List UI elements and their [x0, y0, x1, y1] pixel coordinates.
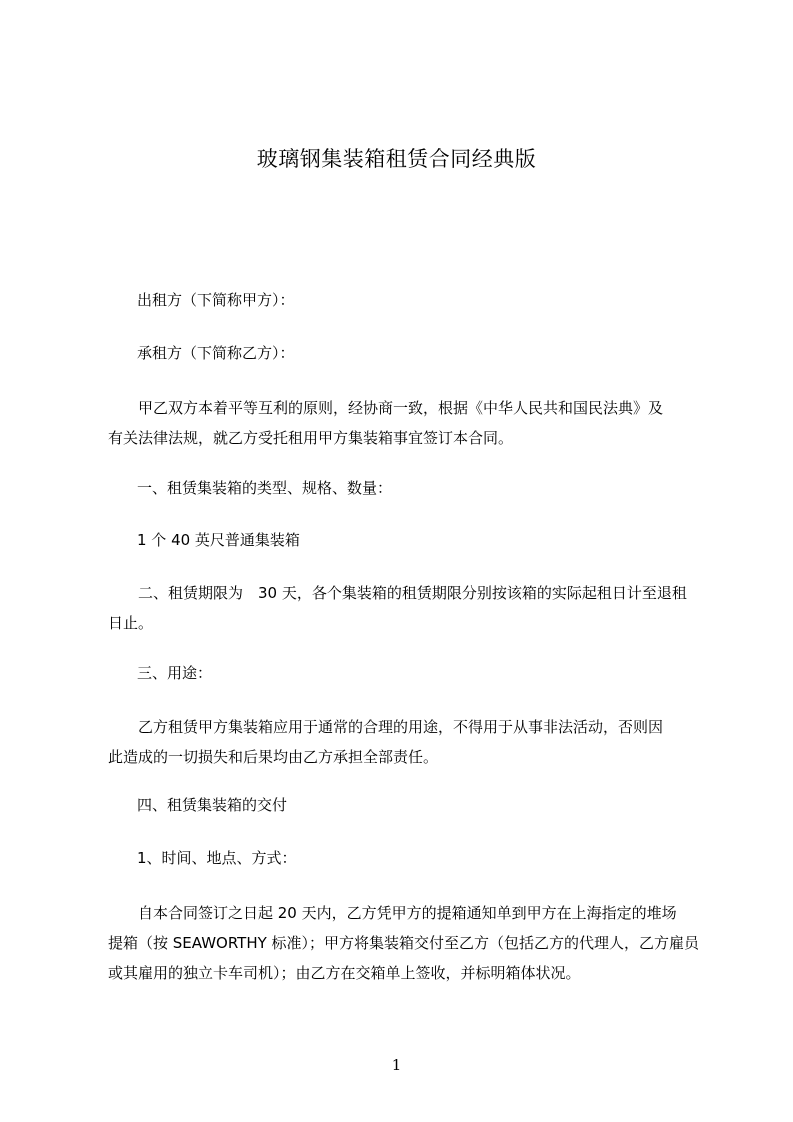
preamble-line-2: 有关法律法规，就乙方受托租用甲方集装箱事宜签订本合同。	[108, 429, 514, 447]
lessor-line: 出租方（下简称甲方）：	[137, 291, 295, 309]
section4-line-2: 提箱（按 SEAWORTHY 标准）；甲方将集装箱交付至乙方（包括乙方的代理人，乙方雇员	[108, 934, 700, 952]
section1-heading: 一、租赁集装箱的类型、规格、数量：	[137, 479, 393, 497]
section3-heading: 三、用途：	[137, 664, 213, 682]
section4-heading: 四、租赁集装箱的交付	[137, 796, 288, 814]
lessee-line: 承租方（下简称乙方）：	[137, 344, 295, 362]
section3-paragraph	[108, 712, 718, 772]
document-title: 玻璃钢集装箱租赁合同经典版	[256, 147, 537, 171]
section2-line-2: 日止。	[108, 614, 154, 632]
section4-paragraph	[108, 898, 718, 988]
section1-body: 1 个 40 英尺普通集装箱	[137, 531, 300, 549]
section4-line-1: 自本合同签订之日起 20 天内，乙方凭甲方的提箱通知单到甲方在上海指定的堆场	[138, 904, 677, 922]
section4-subheading: 1、时间、地点、方式：	[137, 849, 297, 867]
preamble-paragraph	[108, 393, 718, 453]
section2-paragraph	[108, 578, 718, 638]
section3-line-2: 此造成的一切损失和后果均由乙方承担全部责任。	[108, 748, 439, 766]
preamble-line-1: 甲乙双方本着平等互利的原则，经协商一致，根据《中华人民共和国民法典》及	[138, 399, 664, 417]
section2-line-1: 二、租赁期限为 30 天，各个集装箱的租赁期限分别按该箱的实际起租日计至退租	[138, 584, 687, 602]
section4-line-3: 或其雇用的独立卡车司机）；由乙方在交箱单上签收，并标明箱体状况。	[108, 964, 581, 982]
page-number: 1	[391, 1056, 402, 1074]
section3-line-1: 乙方租赁甲方集装箱应用于通常的合理的用途，不得用于从事非法活动，否则因	[138, 718, 664, 736]
